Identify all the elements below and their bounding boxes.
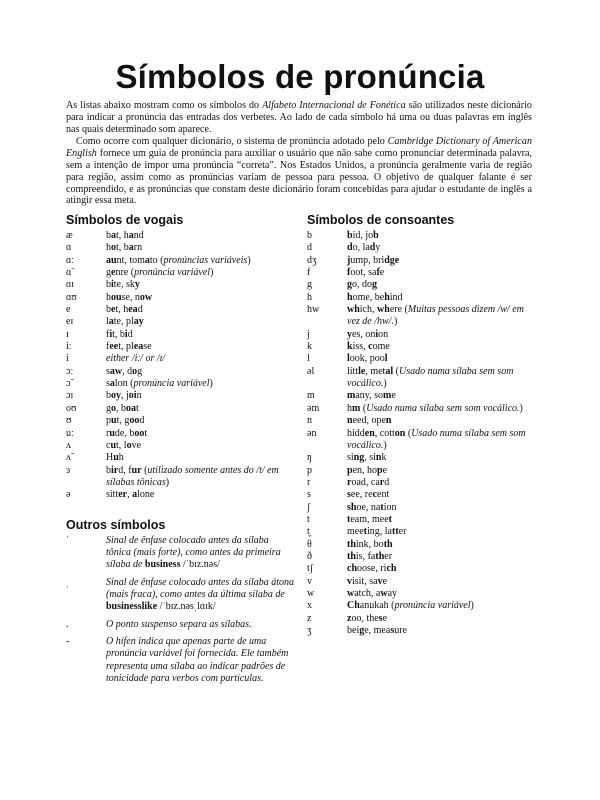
phonetic-symbol: p — [307, 464, 312, 476]
example-words: Chanukah (pronúncia variável) — [347, 600, 474, 612]
phonetic-symbol: e — [66, 304, 71, 316]
symbol-row — [307, 304, 539, 329]
symbol-row — [307, 366, 539, 391]
phonetic-symbol: ʌ̃ — [66, 452, 71, 464]
example-words: go, dog — [347, 279, 377, 291]
vowels-list — [66, 230, 296, 502]
symbol-row — [307, 452, 539, 464]
intro-paragraph-1: As listas abaixo mostram como os símbolos do Alfabeto Internacional de Fonética são utilizados neste dicionário para indicar a pronúncia das entradas dos verbetes. Ao lado de cada símbolo há uma ou duas palavras em inglês nas quais determinado som aparece. — [66, 100, 532, 135]
example-words: pen, hope — [347, 464, 388, 476]
example-words: Sinal de ênfase colocado antes da sílaba tônica (mais forte), como antes da primeira sílaba de business /ˈbɪz.nəs/ — [106, 534, 281, 571]
symbol-row — [66, 353, 296, 365]
symbol-row — [307, 514, 539, 526]
symbol-row — [66, 535, 296, 572]
phonetic-symbol: ən — [307, 427, 317, 439]
symbol-row — [66, 465, 296, 490]
example-words: hidden, cotton (Usado numa sílaba sem som vocálico.) — [347, 427, 526, 451]
example-words: hot, barn — [106, 242, 143, 254]
phonetic-symbol: - — [66, 635, 70, 647]
symbol-row — [66, 366, 296, 378]
phonetic-symbol: ə — [66, 489, 71, 501]
phonetic-symbol: ɪ — [66, 328, 69, 340]
example-words: saw, dog — [106, 365, 143, 377]
example-words: aunt, tomato (pronúncias variáveis) — [106, 254, 251, 266]
phonetic-symbol: ɑ̃ — [66, 267, 72, 279]
example-words: see, recent — [347, 489, 390, 501]
phonetic-symbol: iː — [66, 341, 72, 353]
symbol-row — [307, 625, 539, 637]
phonetic-symbol: x — [307, 600, 312, 612]
symbol-row — [307, 551, 539, 563]
phonetic-symbol: ŋ — [307, 452, 312, 464]
phonetic-symbol: əl — [307, 365, 315, 377]
example-words: late, play — [106, 316, 144, 328]
example-words: road, card — [347, 476, 390, 488]
example-words: choose, rich — [347, 563, 397, 575]
phonetic-symbol: v — [307, 575, 312, 587]
example-words: bet, head — [106, 304, 143, 316]
example-words: Sinal de ênfase colocado antes da sílaba átona (mais fraca), como antes da última sílaba de businesslike /ˈbɪz.nəsˌlɑɪk/ — [106, 576, 295, 613]
example-words: kiss, come — [347, 341, 390, 353]
consonants-heading: Símbolos de consoantes — [307, 213, 455, 227]
intro-text — [66, 100, 532, 207]
symbol-row — [307, 563, 539, 575]
phonetic-symbol: eɪ — [66, 316, 74, 328]
symbol-row — [66, 440, 296, 452]
phonetic-symbol: uː — [66, 427, 74, 439]
phonetic-symbol: d — [307, 242, 312, 254]
symbol-row — [66, 304, 296, 316]
phonetic-symbol: ɔ̃ — [66, 378, 71, 390]
example-words: team, meet — [347, 513, 392, 525]
example-words: this, father — [347, 550, 393, 562]
symbol-row — [66, 341, 296, 353]
phonetic-symbol: j — [307, 328, 310, 340]
example-words: shoe, nation — [347, 501, 397, 513]
symbol-row — [66, 267, 296, 279]
phonetic-symbol: n — [307, 415, 312, 427]
symbol-row — [307, 539, 539, 551]
example-words: zoo, these — [347, 612, 388, 624]
right-column — [307, 213, 539, 637]
phonetic-symbol: əm — [307, 402, 320, 414]
symbol-row — [307, 341, 539, 353]
symbol-row — [66, 279, 296, 291]
symbol-row — [307, 279, 539, 291]
phonetic-symbol: z — [307, 612, 312, 624]
phonetic-symbol: ð — [307, 550, 312, 562]
others-heading: Outros símbolos — [66, 517, 166, 532]
symbol-row — [66, 415, 296, 427]
phonetic-symbol: hw — [307, 304, 320, 316]
example-words: sing, sink — [347, 452, 387, 464]
example-words: bat, hand — [106, 230, 144, 241]
symbol-row — [307, 600, 539, 612]
phonetic-symbol: b — [307, 230, 312, 241]
example-words: fit, bid — [106, 328, 133, 340]
example-words: beige, measure — [347, 625, 407, 636]
phonetic-symbol: ɑː — [66, 254, 75, 266]
symbol-row — [66, 255, 296, 267]
symbol-row — [66, 292, 296, 304]
example-words: O hífen indica que apenas parte de uma pronúncia variável foi fornecida. Ele também representa uma sílaba ao indicar padrões de tonicidade para verbos com partículas. — [106, 635, 289, 684]
symbol-row — [307, 588, 539, 600]
symbol-row — [66, 329, 296, 341]
phonetic-symbol: oʊ — [66, 402, 77, 414]
vowels-heading: Símbolos de vogais — [66, 213, 184, 227]
symbol-row — [307, 242, 539, 254]
symbol-row — [66, 390, 296, 402]
symbol-row — [66, 316, 296, 328]
phonetic-symbol: m — [307, 390, 315, 402]
example-words: put, good — [106, 415, 145, 427]
phonetic-symbol: s — [307, 489, 311, 501]
example-words: boy, join — [106, 390, 142, 402]
symbol-row — [66, 428, 296, 440]
example-words: rude, boot — [106, 427, 148, 439]
example-words: bird, fur (utilizado somente antes do /t/ em sílabas tônicas) — [106, 464, 279, 488]
example-words: salon (pronúncia variável) — [106, 378, 213, 390]
symbol-row — [307, 292, 539, 304]
phonetic-symbol: tʃ — [307, 563, 314, 575]
symbol-row — [66, 378, 296, 390]
phonetic-symbol: ʊ — [66, 415, 72, 427]
symbol-row — [66, 452, 296, 464]
example-words: little, metal (Usado numa sílaba sem som vocálico.) — [347, 365, 514, 390]
phonetic-symbol: t̬ — [307, 526, 310, 538]
phonetic-symbol: ʒ — [307, 625, 312, 636]
example-words: bid, job — [347, 230, 379, 241]
phonetic-symbol: ɔː — [66, 365, 74, 377]
phonetic-symbol: ˌ — [66, 576, 70, 588]
phonetic-symbol: r — [307, 476, 311, 488]
example-words: house, now — [106, 291, 153, 303]
phonetic-symbol: ʌ — [66, 439, 71, 451]
example-words: cut, love — [106, 439, 142, 451]
example-words: think, both — [347, 538, 393, 550]
example-words: bite, sky — [106, 279, 140, 291]
example-words: go, boat — [106, 402, 139, 414]
phonetic-symbol: ɔɪ — [66, 390, 74, 402]
example-words: need, open — [347, 415, 392, 427]
example-words: many, some — [347, 390, 396, 402]
phonetic-symbol: ɑɪ — [66, 279, 75, 291]
symbol-row — [307, 390, 539, 402]
example-words: Huh — [106, 452, 124, 464]
symbol-row — [307, 576, 539, 588]
example-words: hm (Usado numa sílaba sem som vocálico.) — [347, 402, 523, 414]
symbol-row — [66, 636, 296, 685]
symbol-row — [307, 502, 539, 514]
example-words: yes, onion — [347, 328, 389, 340]
example-words: meeting, latter — [347, 526, 407, 538]
symbol-row — [307, 613, 539, 625]
symbol-row — [66, 619, 296, 631]
phonetic-symbol: ɑ — [66, 242, 72, 254]
example-words: foot, safe — [347, 267, 385, 279]
symbol-row — [307, 428, 539, 453]
example-words: feet, please — [106, 341, 152, 353]
symbol-row — [307, 477, 539, 489]
example-words: look, pool — [347, 353, 388, 365]
consonants-list — [307, 230, 539, 637]
symbol-row — [66, 242, 296, 254]
phonetic-symbol: l — [307, 353, 310, 365]
phonetic-symbol: w — [307, 587, 315, 599]
phonetic-symbol: f — [307, 267, 311, 279]
symbol-row — [307, 526, 539, 538]
phonetic-symbol: ʃ — [307, 501, 311, 513]
symbol-row — [307, 329, 539, 341]
example-words: either /iː/ or /ɪ/ — [106, 353, 166, 365]
symbol-row — [307, 255, 539, 267]
example-words: jump, bridge — [347, 254, 400, 266]
symbol-row — [66, 403, 296, 415]
phonetic-symbol: g — [307, 279, 312, 291]
example-words: do, lady — [347, 242, 381, 254]
symbol-row — [307, 465, 539, 477]
example-words: home, behind — [347, 291, 403, 303]
page-title: Símbolos de pronúncia — [115, 58, 485, 95]
phonetic-symbol: θ — [307, 538, 312, 550]
symbol-row — [66, 230, 296, 242]
phonetic-symbol: i — [66, 353, 69, 365]
example-words: watch, away — [347, 587, 398, 599]
symbol-row — [307, 230, 539, 242]
example-words: sitter, alone — [106, 489, 155, 501]
example-words: genre (pronúncia variável) — [106, 267, 214, 279]
intro-paragraph-2: Como ocorre com qualquer dicionário, o sistema de pronúncia adotado pelo Cambridge Dictionary of American English fornece um guia de pronúncia para auxiliar o usuário que não sabe como pronunciar determinada palavra, sem a intenção de impor uma pronúncia “correta”. Nos Estados Unidos, a pronúncia geralmente varia de região para região, assim como as pronúncias variam de pessoa para pessoa. O objetivo de qualquer falante é ser compreendido, e as pronúncias que constam deste dicionário foram concebidas para ajudar o estudante de inglês a atingir essa meta. — [66, 136, 533, 207]
symbol-row — [307, 353, 539, 365]
symbol-row — [307, 489, 539, 501]
phonetic-symbol: ɜ — [66, 464, 71, 476]
phonetic-symbol: t — [307, 513, 310, 525]
phonetic-symbol: ˈ — [66, 534, 70, 546]
phonetic-symbol: h — [307, 291, 312, 303]
example-words: O ponto suspenso separa as sílabas. — [106, 618, 252, 630]
symbol-row — [307, 415, 539, 427]
symbol-row — [66, 577, 296, 614]
symbol-row — [307, 403, 539, 415]
phonetic-symbol: k — [307, 341, 312, 353]
phonetic-symbol: æ — [66, 230, 73, 241]
symbol-row — [66, 489, 296, 501]
phonetic-symbol: dʒ — [307, 254, 317, 266]
left-column — [66, 213, 296, 685]
example-words: which, where (Muitas pessoas dizem /w/ em vez de /hw/.) — [347, 304, 524, 328]
others-list — [66, 535, 296, 686]
example-words: visit, save — [347, 575, 388, 587]
symbol-row — [307, 267, 539, 279]
phonetic-symbol: . — [66, 618, 69, 630]
phonetic-symbol: ɑʊ — [66, 291, 77, 303]
